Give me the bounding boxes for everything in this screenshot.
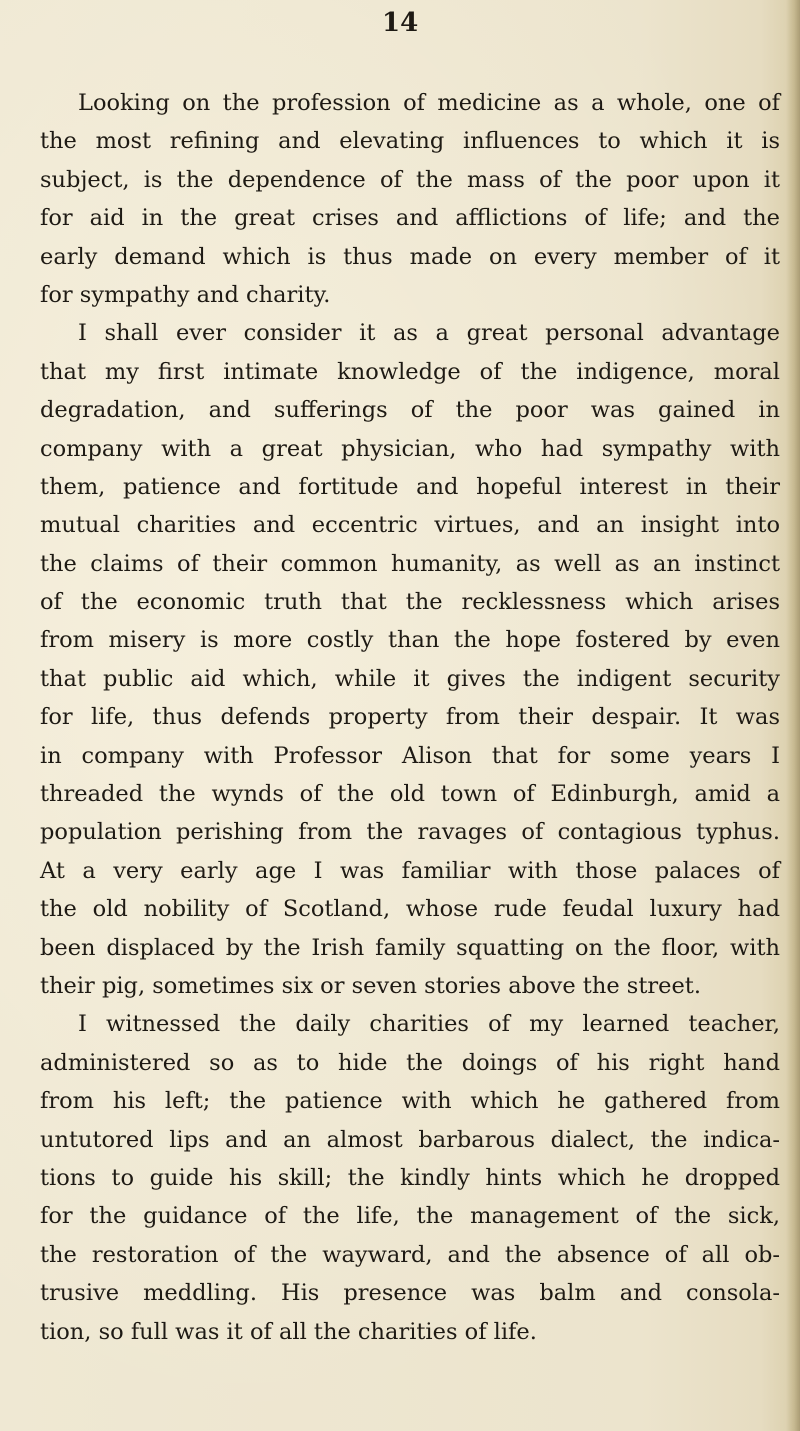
text-line: their pig, sometimes six or seven stories above the street. [40, 972, 701, 999]
text-line: degradation, and sufferings of the poor was gained in [40, 397, 780, 424]
text-line: trusive meddling. His presence was balm and consola- [40, 1280, 780, 1307]
text-line: that my first intimate knowledge of the indigence, moral [40, 358, 780, 385]
text-line: population perishing from the ravages of contagious typhus. [40, 819, 780, 846]
text-line: early demand which is thus made on every member of it [40, 243, 780, 270]
text-line: for the guidance of the life, the management of the sick, [40, 1203, 780, 1230]
text-line: from misery is more costly than the hope fostered by even [40, 627, 780, 654]
text-line: the restoration of the wayward, and the absence of all ob- [40, 1241, 780, 1268]
text-line: subject, is the dependence of the mass of the poor upon it [40, 166, 780, 193]
text-line: in company with Professor Alison that for some years I [40, 742, 780, 769]
text-line: threaded the wynds of the old town of Edinburgh, amid a [40, 781, 780, 808]
text-line: the claims of their common humanity, as well as an instinct [40, 550, 780, 577]
text-line: for life, thus defends property from their despair. It was [40, 704, 780, 731]
text-line: for aid in the great crises and afflictions of life; and the [40, 205, 780, 232]
text-line: I witnessed the daily charities of my learned teacher, [78, 1011, 780, 1038]
page-number: 14 [382, 8, 419, 38]
text-line: untutored lips and an almost barbarous dialect, the indica- [40, 1126, 780, 1153]
text-line: administered so as to hide the doings of his right hand [40, 1049, 780, 1076]
text-line: tion, so full was it of all the charities of life. [40, 1318, 537, 1345]
text-line: I shall ever consider it as a great personal advantage [78, 320, 780, 347]
text-line: from his left; the patience with which he gathered from [40, 1088, 780, 1115]
text-line: tions to guide his skill; the kindly hints which he dropped [40, 1164, 780, 1191]
page-edge-shadow [786, 0, 800, 1431]
text-line: At a very early age I was familiar with those palaces of [40, 857, 780, 884]
text-line: for sympathy and charity. [40, 281, 331, 308]
text-line: Looking on the profession of medicine as a whole, one of [78, 90, 780, 116]
text-line: them, patience and fortitude and hopeful interest in their [40, 473, 780, 500]
text-line: that public aid which, while it gives the indigent security [40, 665, 780, 692]
text-line: been displaced by the Irish family squatting on the floor, with [40, 934, 780, 961]
text-line: the old nobility of Scotland, whose rude feudal luxury had [40, 896, 780, 923]
text-line: mutual charities and eccentric virtues, and an insight into [40, 512, 780, 539]
body-text [40, 84, 780, 1351]
text-line: company with a great physician, who had sympathy with [40, 435, 780, 462]
text-line: the most refining and elevating influences to which it is [40, 128, 780, 155]
text-line: of the economic truth that the recklessness which arises [40, 589, 780, 616]
